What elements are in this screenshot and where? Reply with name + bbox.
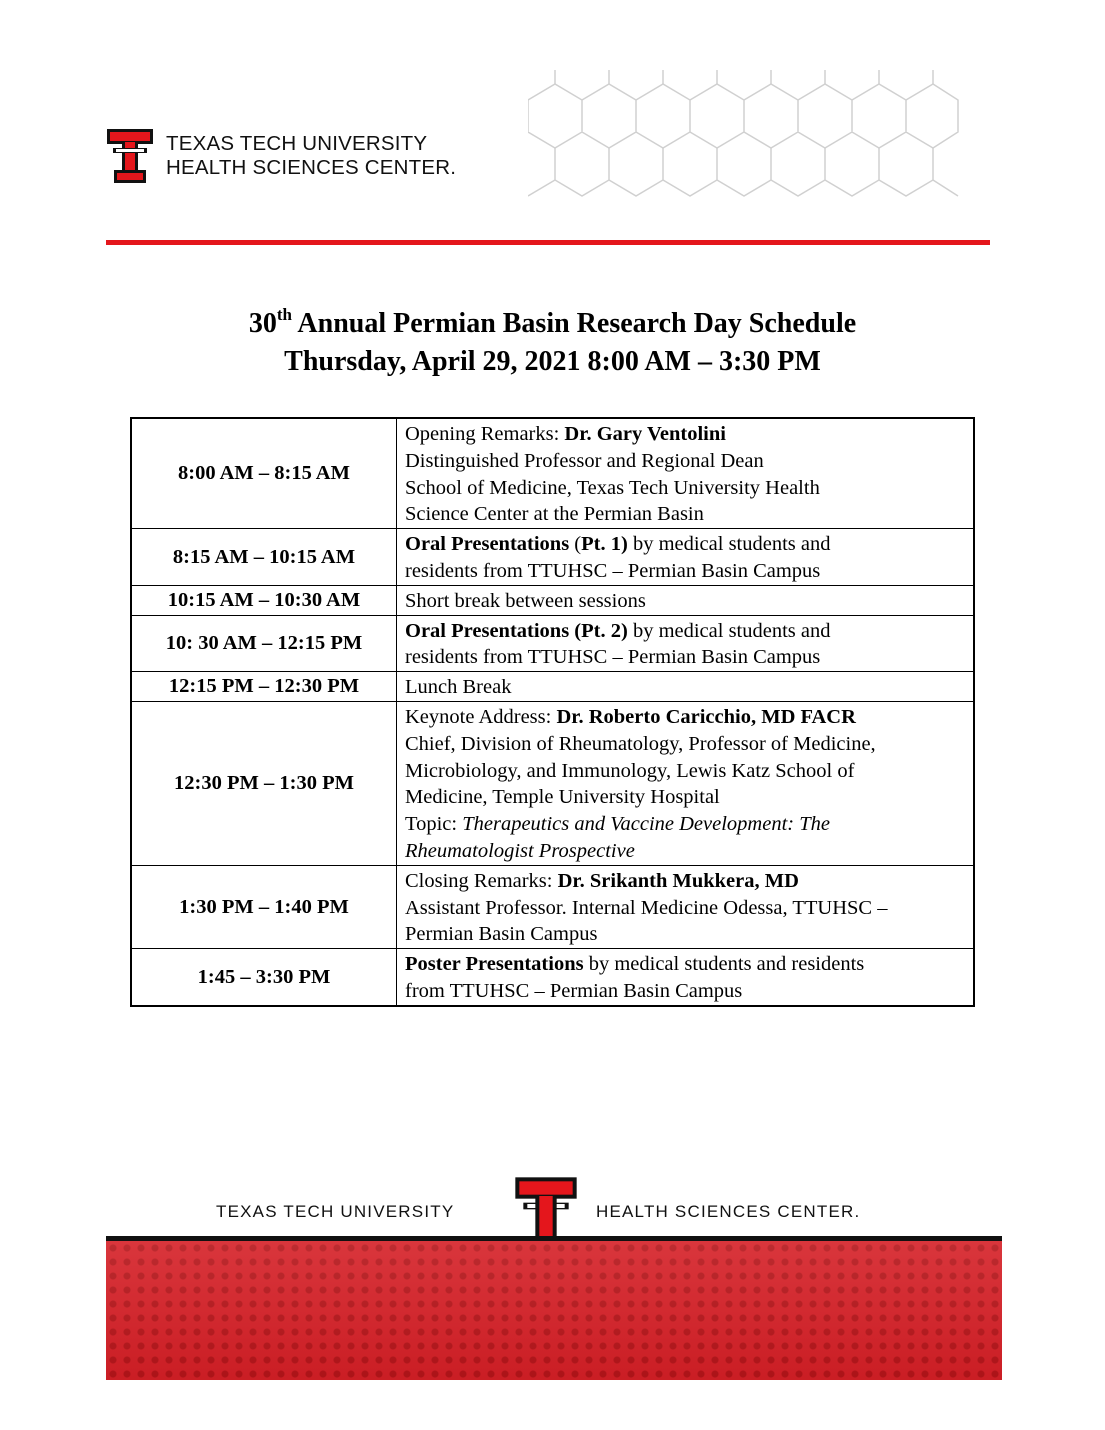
description-line: [405, 868, 967, 895]
table-row: [131, 615, 974, 672]
description-text: Poster Presentations: [405, 953, 584, 976]
description-text: School of Medicine, Texas Tech University Health: [405, 476, 820, 499]
description-text: Therapeutics and Vaccine Development: The: [462, 813, 830, 836]
schedule-table: [130, 417, 975, 1007]
description-line: [405, 501, 967, 528]
time-cell: 1:45 – 3:30 PM: [131, 949, 397, 1006]
header-wordmark-line1: TEXAS TECH UNIVERSITY: [166, 132, 428, 155]
table-row: [131, 865, 974, 948]
description-text: Chief, Division of Rheumatology, Professor of Medicine,: [405, 732, 876, 755]
time-cell: 10:15 AM – 10:30 AM: [131, 585, 397, 615]
time-cell: 8:15 AM – 10:15 AM: [131, 529, 397, 586]
description-cell: [397, 672, 975, 702]
table-row: [131, 585, 974, 615]
description-text: Short break between sessions: [405, 589, 646, 612]
title-line1-rest: Annual Permian Basin Research Day Schedule: [291, 308, 857, 339]
description-text: Opening Remarks:: [405, 423, 565, 445]
hexagon-pattern-decoration: [528, 70, 960, 212]
description-text: Topic:: [405, 813, 463, 836]
table-row: [131, 672, 974, 702]
description-line: [405, 784, 967, 811]
description-text: Oral Presentations: [405, 533, 570, 556]
description-text: residents from TTUHSC – Permian Basin Campus: [405, 559, 821, 582]
description-text: Permian Basin Campus: [405, 923, 598, 946]
description-line: [405, 475, 967, 502]
description-cell: [397, 585, 975, 615]
description-text: Oral Presentations (Pt. 2): [405, 619, 628, 642]
description-cell: [397, 701, 975, 865]
title-ordinal: th: [276, 305, 292, 324]
table-row: [131, 949, 974, 1006]
description-text: by medical students and residents: [583, 953, 865, 976]
description-line: [405, 704, 967, 731]
description-cell: [397, 418, 975, 529]
description-text: Microbiology, and Immunology, Lewis Katz School of: [405, 759, 855, 782]
description-line: [405, 731, 967, 758]
double-t-logo-icon: [106, 128, 154, 184]
description-text: Distinguished Professor and Regional Dean: [405, 449, 764, 472]
table-row: [131, 418, 974, 529]
description-line: [405, 558, 967, 585]
time-cell: 10: 30 AM – 12:15 PM: [131, 615, 397, 672]
description-text: Dr. Roberto Caricchio, MD FACR: [556, 705, 856, 728]
description-text: Science Center at the Permian Basin: [405, 503, 704, 526]
description-text: Assistant Professor. Internal Medicine Odessa, TTUHSC –: [405, 896, 888, 919]
footer-wordmark-left: TEXAS TECH UNIVERSITY: [216, 1202, 455, 1221]
description-line: [405, 811, 967, 838]
description-line: [405, 531, 967, 558]
time-cell: 8:00 AM – 8:15 AM: [131, 418, 397, 529]
description-line: [405, 588, 967, 615]
description-line: [405, 951, 967, 978]
table-row: [131, 701, 974, 865]
time-cell: 1:30 PM – 1:40 PM: [131, 865, 397, 948]
description-line: [405, 421, 967, 448]
description-text: Pt. 1): [581, 533, 628, 556]
description-cell: [397, 529, 975, 586]
time-cell: 12:15 PM – 12:30 PM: [131, 672, 397, 702]
description-line: [405, 838, 967, 865]
description-line: [405, 978, 967, 1005]
description-text: (: [569, 533, 582, 556]
header-wordmark: [166, 132, 566, 180]
description-text: Rheumatologist Prospective: [405, 839, 635, 862]
footer-red-band: [106, 1241, 1002, 1380]
time-cell: 12:30 PM – 1:30 PM: [131, 701, 397, 865]
description-cell: [397, 615, 975, 672]
description-line: [405, 618, 967, 645]
schedule-table-body: [131, 418, 974, 1006]
description-text: Lunch Break: [405, 676, 512, 699]
description-line: [405, 758, 967, 785]
description-line: [405, 921, 967, 948]
page-subtitle: Thursday, April 29, 2021 8:00 AM – 3:30 PM: [284, 346, 821, 377]
description-text: by medical students and: [627, 533, 831, 556]
description-text: residents from TTUHSC – Permian Basin Campus: [405, 646, 821, 669]
description-text: by medical students and: [627, 619, 831, 642]
header-red-rule: [106, 240, 990, 245]
description-text: Medicine, Temple University Hospital: [405, 786, 720, 809]
description-text: Dr. Srikanth Mukkera, MD: [557, 869, 799, 892]
description-line: [405, 644, 967, 671]
description-line: [405, 448, 967, 475]
description-cell: [397, 865, 975, 948]
description-text: from TTUHSC – Permian Basin Campus: [405, 979, 743, 1002]
page-title: [0, 306, 1105, 342]
footer-wordmark-right: HEALTH SCIENCES CENTER.: [596, 1202, 861, 1221]
header-wordmark-line2: HEALTH SCIENCES CENTER.: [166, 156, 457, 179]
description-text: Dr. Gary Ventolini: [564, 423, 726, 445]
description-line: [405, 674, 967, 701]
description-text: Closing Remarks:: [405, 869, 558, 892]
description-line: [405, 895, 967, 922]
title-number: 30: [248, 308, 277, 339]
description-text: Keynote Address:: [405, 705, 557, 728]
description-cell: [397, 949, 975, 1006]
table-row: [131, 529, 974, 586]
